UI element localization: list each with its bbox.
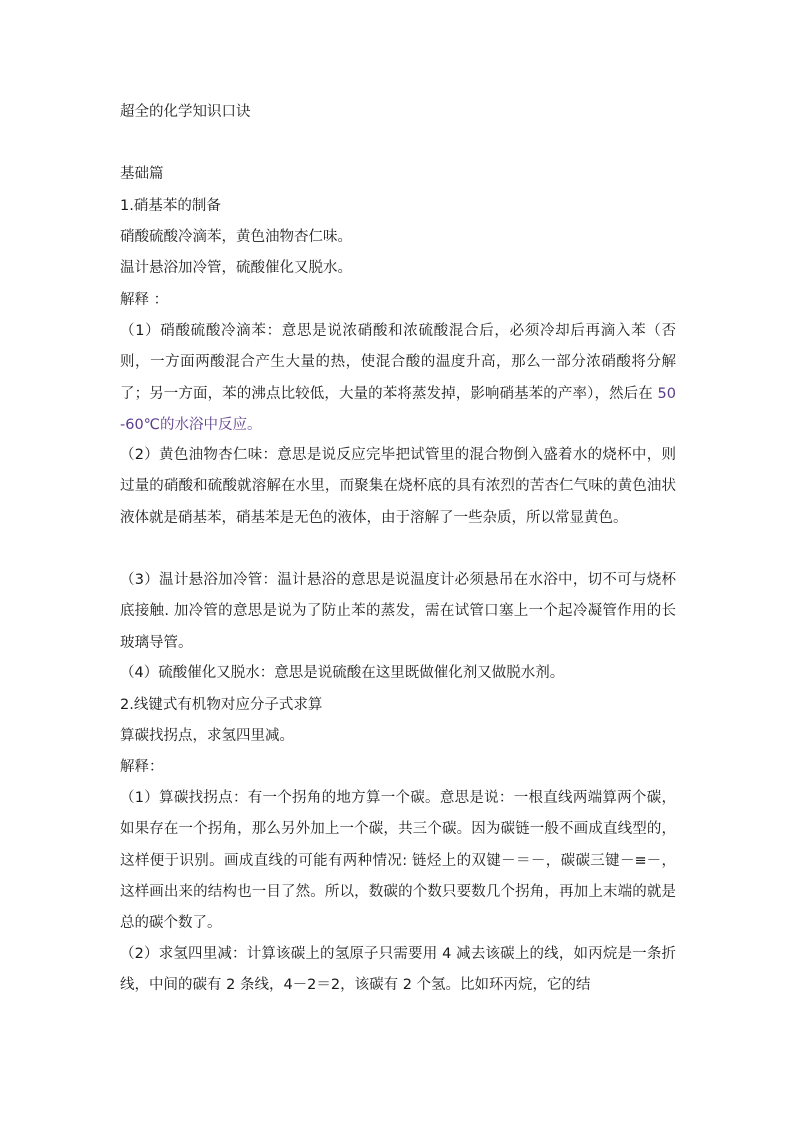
topic2-explain-label: 解释：	[120, 759, 164, 775]
topic2-paragraph-2: （2）求氢四里减：计算该碳上的氢原子只需要用 4 减去该碳上的线，如丙烷是一条折线，中间的碳有 2 条线，4－2＝2，该碳有 2 个氢。比如环丙烷，它的结	[120, 946, 676, 994]
topic2-verse: 算碳找拐点，求氢四里减。	[120, 728, 294, 744]
topic1-paragraph-1	[120, 316, 676, 441]
topic1-heading: 1.硝基苯的制备	[120, 198, 221, 214]
section-heading-basic: 基础篇	[120, 166, 164, 182]
topic2-heading: 2.线键式有机物对应分子式求算	[120, 697, 323, 713]
topic1-paragraph-2: （2）黄色油物杏仁味：意思是说反应完毕把试管里的混合物倒入盛着水的烧杯中，则过量的硝酸和硫酸就溶解在水里，而聚集在烧杯底的具有浓烈的苦杏仁气味的黄色油状液体就是硝基苯，硝基苯是无色的液体，由于溶解了一些杂质，所以常显黄色。	[120, 447, 676, 526]
topic1-paragraph-3: （3）温计悬浴加冷管：温计悬浴的意思是说温度计必须悬吊在水浴中，切不可与烧杯底接触. 加冷管的意思是说为了防止苯的蒸发，需在试管口塞上一个起冷凝管作用的长玻璃导管。	[120, 572, 676, 651]
topic1-paragraph-4: （4）硫酸催化又脱水：意思是说硫酸在这里既做催化剂又做脱水剂。	[120, 665, 565, 681]
topic2-paragraph-1: （1）算碳找拐点：有一个拐角的地方算一个碳。意思是说：一根直线两端算两个碳，如果存在一个拐角，那么另外加上一个碳，共三个碳。因为碳链一般不画成直线型的，这样便于识别。画成直线的可能有两种情况: 链烃上的双键－＝－，碳碳三键－≡－，这样画出来的结构也一目了然。所以，数碳的个数只要数几个拐角，再加上末端的就是总的碳个数了。	[120, 790, 676, 932]
topic1-paragraph-1-text: （1）硝酸硫酸冷滴苯：意思是说浓硝酸和浓硫酸混合后，必须冷却后再滴入苯（否则，一方面两酸混合产生大量的热，使混合酸的温度升高，那么一部分浓硝酸将分解了；另一方面，苯的沸点比较低，大量的苯将蒸发掉，影响硝基苯的产率），然后在	[120, 323, 676, 402]
document-title: 超全的化学知识口诀	[120, 104, 251, 120]
topic1-verse-2: 温计悬浴加冷管，硫酸催化又脱水。	[120, 260, 352, 276]
topic1-paragraph-1-highlight: 50 -60℃的水浴中反应。	[120, 385, 676, 433]
topic1-verse-1: 硝酸硫酸冷滴苯，黄色油物杏仁味。	[120, 229, 352, 245]
topic1-explain-label: 解释 ：	[120, 292, 169, 308]
